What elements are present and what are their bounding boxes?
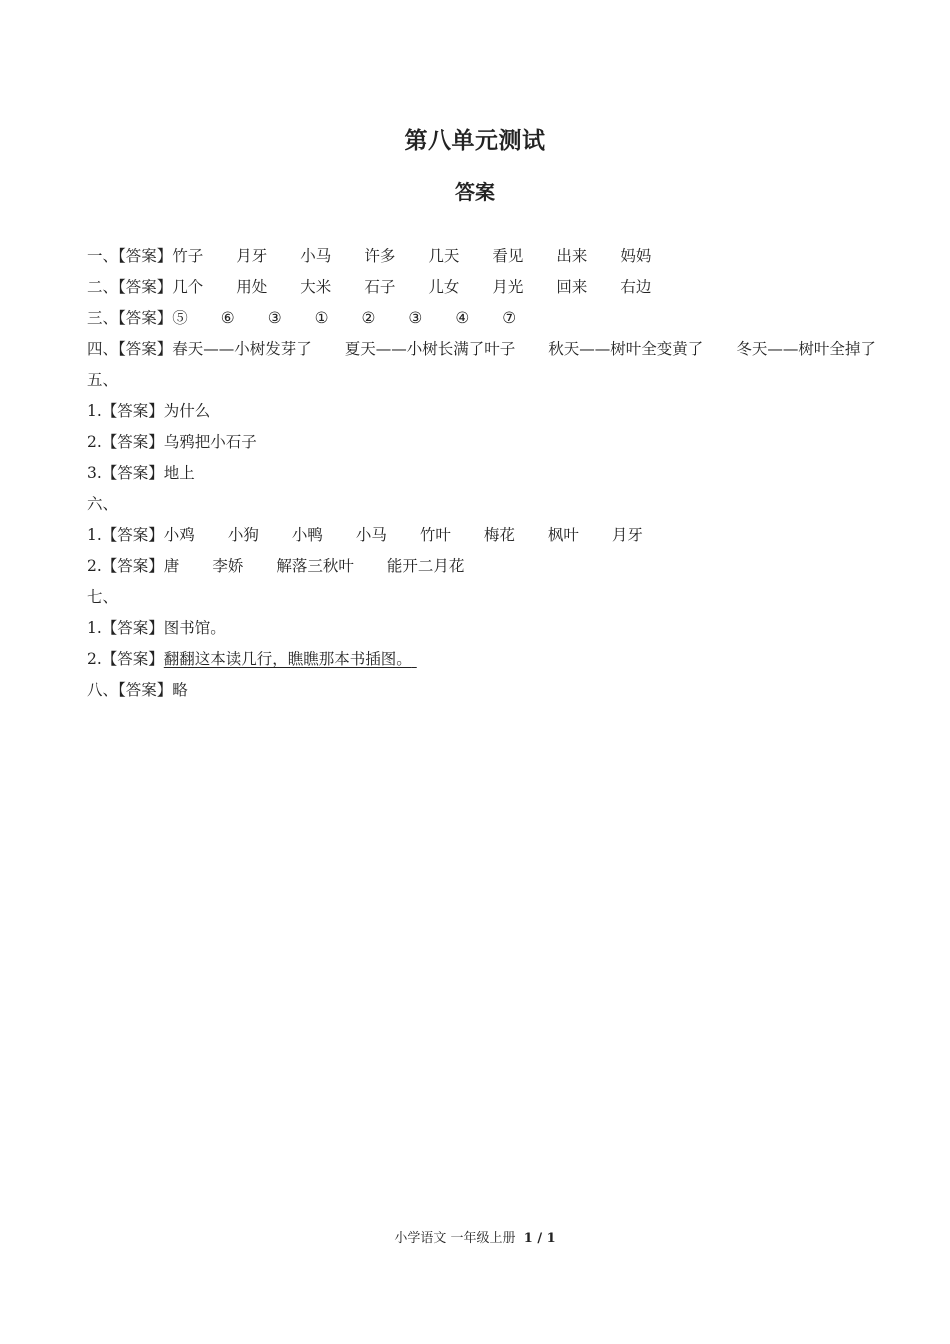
- answer-item: 能开二月花: [386, 557, 465, 575]
- answer-item: ③: [408, 309, 423, 327]
- answer-item: 小鸭: [291, 526, 323, 544]
- answer-item: 儿女: [428, 278, 460, 296]
- answer-prefix: 1.【答案】: [87, 526, 164, 544]
- answer-item: 几天: [428, 247, 460, 265]
- answer-item: 右边: [620, 278, 652, 296]
- answer-prefix: 1.【答案】: [87, 619, 164, 637]
- answer-prefix: 二、【答案】: [87, 278, 173, 296]
- answer-item: 月牙: [611, 526, 643, 544]
- page-number: 1 / 1: [523, 1231, 556, 1246]
- answer-item: 秋天——树叶全变黄了: [548, 340, 704, 358]
- section-6-q2: [87, 551, 877, 582]
- answer-content: [87, 241, 877, 706]
- answer-item: 石子: [364, 278, 396, 296]
- section-5-q2: [87, 427, 877, 458]
- answer-prefix: 2.【答案】: [87, 433, 164, 451]
- section-5-heading: 五、: [87, 371, 119, 389]
- section-8-answer: [87, 675, 877, 706]
- answer-item: 回来: [556, 278, 588, 296]
- answer-item: 竹叶: [419, 526, 451, 544]
- section-4-answer: [87, 334, 877, 365]
- answer-item: ③: [267, 309, 282, 327]
- answer-prefix: 一、【答案】: [87, 247, 173, 265]
- answer-prefix: 1.【答案】: [87, 402, 164, 420]
- answer-item: 小马: [355, 526, 387, 544]
- answer-item: 许多: [364, 247, 396, 265]
- answer-item: 春天——小树发芽了: [172, 340, 312, 358]
- answer-item: ②: [361, 309, 376, 327]
- answer-text: 地上: [163, 464, 195, 482]
- answer-item: 出来: [556, 247, 588, 265]
- answer-item: 小鸡: [163, 526, 195, 544]
- page-subtitle: 答案: [455, 180, 495, 204]
- answer-item: 大米: [300, 278, 332, 296]
- answer-text: 图书馆。: [163, 619, 226, 637]
- answer-text-underlined: 翻翻这本读几行，瞧瞧那本书插图。: [163, 650, 412, 668]
- section-6-q1: [87, 520, 877, 551]
- answer-item: 李娇: [212, 557, 244, 575]
- answer-text: 略: [172, 681, 188, 699]
- answer-item: 冬天——树叶全掉了: [736, 340, 876, 358]
- answer-item: ⑥: [220, 309, 235, 327]
- answer-prefix: 2.【答案】: [87, 650, 164, 668]
- section-6-heading: 六、: [87, 495, 119, 513]
- answer-item: ⑦: [502, 309, 517, 327]
- answer-item: 月牙: [236, 247, 268, 265]
- section-5-q1: [87, 396, 877, 427]
- section-1-answer: [87, 241, 877, 272]
- answer-item: 唐: [163, 557, 180, 575]
- section-7-q2: [87, 644, 877, 675]
- answer-item: 解落三秋叶: [276, 557, 354, 575]
- answer-prefix: 三、【答案】: [87, 309, 173, 327]
- answer-text: 乌鸦把小石子: [163, 433, 257, 451]
- page-footer: [0, 1227, 950, 1246]
- answer-item: 看见: [492, 247, 524, 265]
- footer-subject: 小学语文 一年级上册: [394, 1231, 516, 1246]
- answer-item: ④: [455, 309, 470, 327]
- answer-item: 用处: [236, 278, 268, 296]
- answer-item: 小马: [300, 247, 332, 265]
- section-3-answer: [87, 303, 877, 334]
- answer-prefix: 八、【答案】: [87, 681, 173, 699]
- section-2-answer: [87, 272, 877, 303]
- answer-prefix: 四、【答案】: [87, 340, 173, 358]
- answer-item: 月光: [492, 278, 524, 296]
- section-5-q3: [87, 458, 877, 489]
- answer-item: 妈妈: [620, 247, 652, 265]
- answer-item: 夏天——小树长满了叶子: [344, 340, 516, 358]
- answer-item: ⑤: [172, 309, 188, 327]
- answer-item: 竹子: [172, 247, 204, 265]
- answer-item: 枫叶: [547, 526, 579, 544]
- answer-prefix: 3.【答案】: [87, 464, 164, 482]
- answer-prefix: 2.【答案】: [87, 557, 164, 575]
- answer-item: 小狗: [227, 526, 259, 544]
- page-title: 第八单元测试: [404, 128, 546, 154]
- answer-text: 为什么: [163, 402, 211, 420]
- answer-item: ①: [314, 309, 329, 327]
- answer-item: 几个: [172, 278, 204, 296]
- section-7-heading: 七、: [87, 588, 119, 606]
- answer-item: 梅花: [483, 526, 515, 544]
- section-7-q1: [87, 613, 877, 644]
